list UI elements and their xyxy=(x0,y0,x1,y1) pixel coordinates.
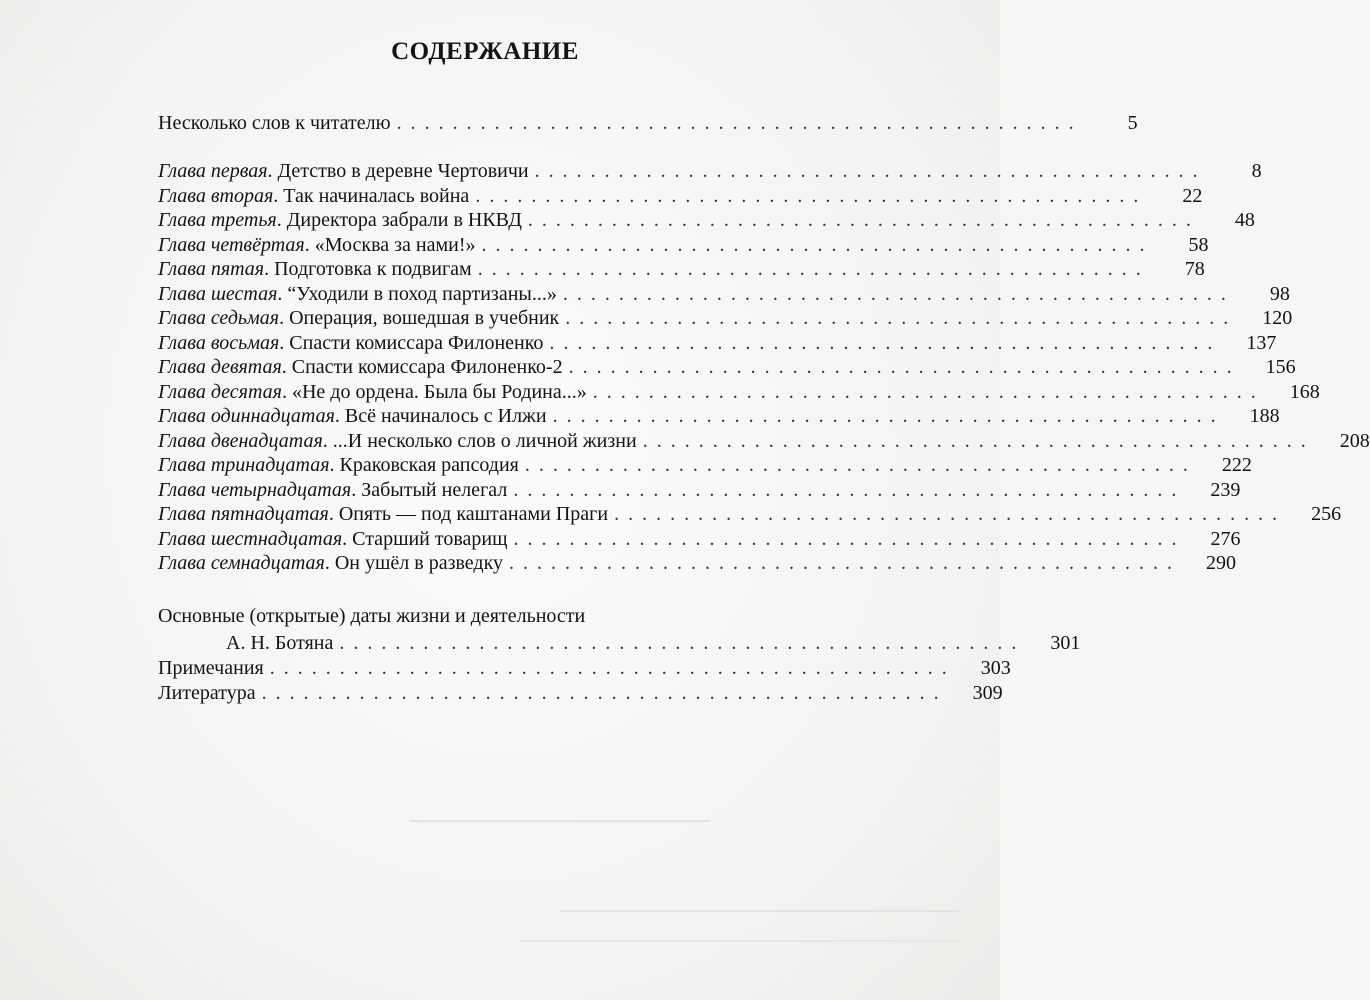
toc-entry-chapter xyxy=(158,428,1370,454)
dot-leader: . . . . . . . . . . . . . . . . . . . . . . . . . . . . . . . . . . . . . . . . . . . . . . . . xyxy=(509,552,1175,574)
toc-entry-text xyxy=(158,183,469,209)
chapter-prefix: Глава шестая xyxy=(158,282,278,305)
dot-leader: . . . . . . . . . . . . . . . . . . . . . . . . . . . . . . . . . . . . . . . . . . . . . . . . xyxy=(552,405,1218,427)
chapter-prefix: Глава вторая xyxy=(158,184,274,207)
chapter-prefix: Глава двенадцатая xyxy=(158,429,323,452)
chapter-separator: . xyxy=(273,184,284,207)
toc-entry-text xyxy=(158,428,637,454)
toc-entry-text xyxy=(158,232,476,258)
chapter-title: Он ушёл в разведку xyxy=(334,552,504,574)
toc-page-number: 156 xyxy=(1265,356,1296,378)
chapter-prefix: Глава пятая xyxy=(158,258,265,280)
chapter-separator: . xyxy=(334,405,345,427)
chapter-prefix: Глава шестнадцатая xyxy=(158,527,343,550)
toc-entry-chapter xyxy=(158,354,1296,380)
dot-leader: . . . . . . . . . . . . . . . . . . . . . . . . . . . . . . . . . . . . . . . . . . . . . . . . xyxy=(562,282,1228,305)
chapter-title: «Не до ордена. Была бы Родина...» xyxy=(291,380,587,403)
toc-entry-text xyxy=(158,501,608,527)
dot-leader: . . . . . . . . . . . . . . . . . . . . . . . . . . . . . . . . . . . . . . . . . . . . . . . . xyxy=(568,356,1234,378)
toc-page-number: 137 xyxy=(1246,331,1277,354)
chapter-prefix: Глава четырнадцатая xyxy=(158,478,352,501)
toc-page-number: 222 xyxy=(1221,454,1252,476)
dot-leader: . . . . . . . . . . . . . . . . . . . . . . . . . . . . . . . . . . . . . . . . . . . . . . . . xyxy=(614,503,1280,525)
dot-leader: . . . . . . . . . . . . . . . . . . . . . . . . . . . . . . . . . . . . . . . . . . . . . . . . xyxy=(524,454,1190,476)
toc-entry-text xyxy=(158,379,587,405)
chapter-separator: . xyxy=(267,160,278,182)
toc-page-number: 22 xyxy=(1182,184,1203,207)
toc-entry-text: Литература xyxy=(158,682,256,704)
dot-leader: . . . . . . . . . . . . . . . . . . . . . . . . . . . . . . . . . . . . . . . . . . . . . . . . xyxy=(513,527,1179,550)
chapter-title: Краковская рапсодия xyxy=(339,454,519,476)
dot-leader: . . . . . . . . . . . . . . . . . . . . . . . . . . . . . . . . . . . . . . . . . . . . . . . . xyxy=(475,184,1141,207)
toc-entry-chapter xyxy=(158,281,1290,307)
chapter-title: Всё начиналось с Илжи xyxy=(344,405,547,427)
chapter-separator: . xyxy=(304,233,315,256)
chapter-prefix: Глава тринадцатая xyxy=(158,454,330,476)
chapter-separator: . xyxy=(279,307,290,329)
toc-entry-text: А. Н. Ботяна xyxy=(226,632,334,654)
chapter-separator: . xyxy=(279,331,290,354)
toc-entry-literature xyxy=(158,680,1003,706)
bleed-through-2 xyxy=(560,910,960,912)
toc-page-number: 120 xyxy=(1262,307,1293,329)
chapter-separator: . xyxy=(351,478,362,501)
chapter-prefix: Глава четвёртая xyxy=(158,233,305,256)
dot-leader: . . . . . . . . . . . . . . . . . . . . . . . . . . . . . . . . . . . . . . . . . . . . . . . . xyxy=(534,160,1200,182)
chapter-separator: . xyxy=(328,503,339,525)
toc-entry-chapter xyxy=(158,403,1280,429)
chapter-title: Забытый нелегал xyxy=(361,478,508,501)
toc-entry-text xyxy=(158,550,503,576)
chapter-separator: . xyxy=(264,258,275,280)
toc-entry-appendix-line2 xyxy=(158,630,1081,656)
toc-entry-text xyxy=(158,207,522,233)
chapter-prefix: Глава седьмая xyxy=(158,307,280,329)
toc-entry-intro xyxy=(158,110,1138,136)
dot-leader: . . . . . . . . . . . . . . . . . . . . . . . . . . . . . . . . . . . . . . . . . . . . . . . . xyxy=(527,209,1193,231)
chapter-title: Директора забрали в НКВД xyxy=(286,209,522,231)
toc-entry-chapter xyxy=(158,305,1293,331)
chapter-separator: . xyxy=(281,356,292,378)
dot-leader: . . . . . . . . . . . . . . . . . . . . . . . . . . . . . . . . . . . . . . . . . . . . . . . . xyxy=(642,429,1308,452)
dot-leader: . . . . . . . . . . . . . . . . . . . . . . . . . . . . . . . . . . . . . . . . . . . . . . . . xyxy=(477,258,1143,280)
chapter-separator: . xyxy=(277,282,288,305)
toc-entry-text: Основные (открытые) даты жизни и деятельности xyxy=(158,605,586,627)
toc-page-number: 58 xyxy=(1188,233,1209,256)
toc-entry-text xyxy=(158,158,529,184)
toc-page-number: 303 xyxy=(980,657,1011,679)
chapter-title: “Уходили в поход партизаны...» xyxy=(287,282,557,305)
toc-entry-appendix-line1 xyxy=(158,603,816,629)
toc-entry-notes xyxy=(158,655,1011,681)
toc-page-number: 188 xyxy=(1249,405,1280,427)
toc-page-number: 256 xyxy=(1311,503,1342,525)
toc-page-number: 8 xyxy=(1251,160,1262,182)
chapter-separator: . xyxy=(281,380,292,403)
toc-entry-chapter xyxy=(158,207,1255,233)
chapter-prefix: Глава семнадцатая xyxy=(158,552,325,574)
chapter-separator: . xyxy=(322,429,333,452)
chapter-prefix: Глава одиннадцатая xyxy=(158,405,335,427)
chapter-title: Спасти комиссара Филоненко-2 xyxy=(291,356,563,378)
toc-entry-chapter xyxy=(158,379,1320,405)
chapter-separator: . xyxy=(329,454,340,476)
toc-entry-chapter xyxy=(158,256,1205,282)
toc-entry-chapter xyxy=(158,183,1203,209)
dot-leader: . . . . . . . . . . . . . . . . . . . . . . . . . . . . . . . . . . . . . . . . . . . . . . . . . xyxy=(339,632,1019,654)
toc-page-number: 290 xyxy=(1206,552,1237,574)
dot-leader: . . . . . . . . . . . . . . . . . . . . . . . . . . . . . . . . . . . . . . . . . . . . . . . . . xyxy=(396,112,1076,134)
chapter-title: «Москва за нами!» xyxy=(314,233,476,256)
toc-page-number: 208 xyxy=(1339,429,1370,452)
dot-leader: . . . . . . . . . . . . . . . . . . . . . . . . . . . . . . . . . . . . . . . . . . . . . . . . xyxy=(549,331,1215,354)
chapter-separator: . xyxy=(276,209,287,231)
chapter-separator: . xyxy=(324,552,335,574)
toc-entry-text xyxy=(158,452,519,478)
page-title: СОДЕРЖАНИЕ xyxy=(391,38,579,65)
chapter-prefix: Глава третья xyxy=(158,209,277,231)
chapter-separator: . xyxy=(342,527,353,550)
dot-leader: . . . . . . . . . . . . . . . . . . . . . . . . . . . . . . . . . . . . . . . . . . . . . . . . xyxy=(565,307,1231,329)
toc-entry-chapter xyxy=(158,477,1241,503)
chapter-title: Спасти комиссара Филоненко xyxy=(289,331,544,354)
chapter-prefix: Глава восьмая xyxy=(158,331,280,354)
toc-page-number: 78 xyxy=(1184,258,1205,280)
toc-entry-chapter xyxy=(158,330,1277,356)
bleed-through-1 xyxy=(410,820,710,822)
chapter-title: Так начиналась война xyxy=(283,184,470,207)
toc-entry-text xyxy=(158,330,543,356)
toc-page-number: 301 xyxy=(1050,632,1081,654)
chapter-title: ...И несколько слов о личной жизни xyxy=(332,429,637,452)
toc-entry-chapter xyxy=(158,158,1262,184)
toc-entry-chapter xyxy=(158,232,1209,258)
toc-page-number: 239 xyxy=(1210,478,1241,501)
toc-page-number: 309 xyxy=(972,682,1003,704)
chapter-prefix: Глава первая xyxy=(158,160,268,182)
toc-entry-text: Несколько слов к читателю xyxy=(158,112,391,134)
toc-page-number: 48 xyxy=(1234,209,1255,231)
chapter-title: Подготовка к подвигам xyxy=(274,258,472,280)
toc-entry-chapter xyxy=(158,526,1241,552)
toc-entry-text xyxy=(158,305,559,331)
chapter-title: Опять — под каштанами Праги xyxy=(338,503,609,525)
bleed-through-3 xyxy=(520,940,960,942)
chapter-title: Старший товарищ xyxy=(352,527,508,550)
toc-entry-chapter xyxy=(158,550,1237,576)
toc-entry-text xyxy=(158,354,563,380)
toc-page-number: 168 xyxy=(1289,380,1320,403)
toc-page-number: 98 xyxy=(1269,282,1290,305)
toc-entry-text xyxy=(158,477,507,503)
chapter-prefix: Глава пятнадцатая xyxy=(158,503,329,525)
toc-entry-text xyxy=(158,403,547,429)
chapter-prefix: Глава девятая xyxy=(158,356,282,378)
dot-leader: . . . . . . . . . . . . . . . . . . . . . . . . . . . . . . . . . . . . . . . . . . . . . . . . . xyxy=(261,682,941,704)
toc-entry-text xyxy=(158,281,557,307)
dot-leader: . . . . . . . . . . . . . . . . . . . . . . . . . . . . . . . . . . . . . . . . . . . . . . . . xyxy=(481,233,1147,256)
chapter-title: Детство в деревне Чертовичи xyxy=(277,160,529,182)
toc-entry-text xyxy=(158,256,472,282)
chapter-prefix: Глава десятая xyxy=(158,380,282,403)
dot-leader: . . . . . . . . . . . . . . . . . . . . . . . . . . . . . . . . . . . . . . . . . . . . . . . . xyxy=(592,380,1258,403)
toc-entry-chapter xyxy=(158,501,1342,527)
toc-page-number: 276 xyxy=(1210,527,1241,550)
toc-page-number: 5 xyxy=(1127,112,1138,134)
toc-entry-text xyxy=(158,526,508,552)
toc-entry-text: Примечания xyxy=(158,657,264,679)
chapter-title: Операция, вошедшая в учебник xyxy=(289,307,560,329)
toc-entry-chapter xyxy=(158,452,1252,478)
dot-leader: . . . . . . . . . . . . . . . . . . . . . . . . . . . . . . . . . . . . . . . . . . . . . . . . xyxy=(513,478,1179,501)
dot-leader: . . . . . . . . . . . . . . . . . . . . . . . . . . . . . . . . . . . . . . . . . . . . . . . . . xyxy=(269,657,949,679)
